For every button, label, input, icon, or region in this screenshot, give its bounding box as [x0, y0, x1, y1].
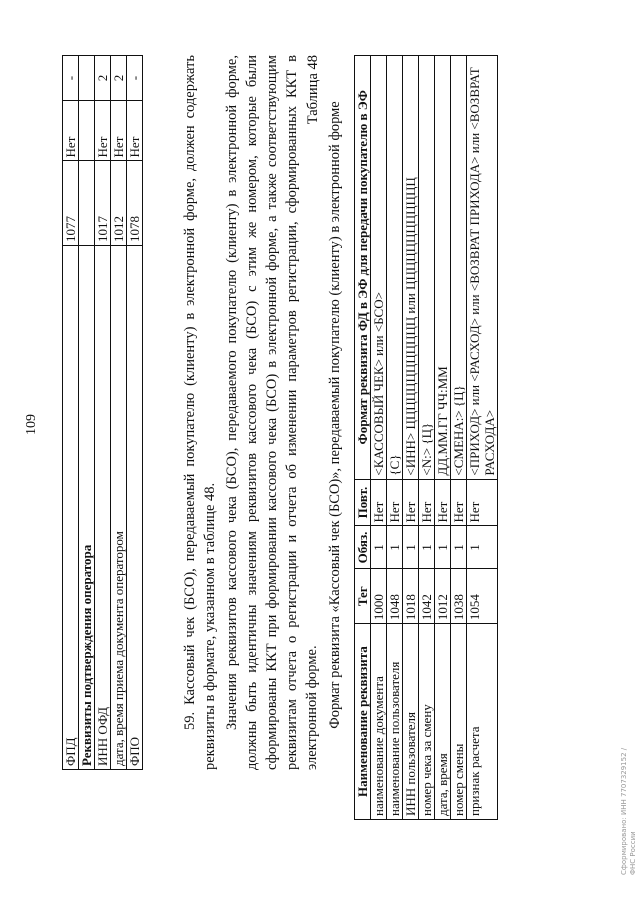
table-row: [451, 56, 467, 820]
receipt-format-table: [354, 55, 498, 820]
table-header-row: [355, 56, 371, 820]
cell-format: ДД.ММ.ГГ ЧЧ:ММ: [435, 56, 451, 480]
cell-name: номер смены: [451, 624, 467, 820]
cell-repeat: [79, 56, 95, 101]
cell-repeat: Нет: [435, 479, 451, 526]
cell-repeat: Нет: [419, 479, 435, 526]
page-number: 109: [24, 414, 39, 435]
cell-tag: 1017: [95, 161, 111, 246]
table-row: [403, 56, 419, 820]
cell-format: <ПРИХОД> или <РАСХОД> или <ВОЗВРАТ ПРИХОДА> или <ВОЗВРАТ РАСХОДА>: [467, 56, 498, 480]
table-row: [371, 56, 387, 820]
header-tag: Тег: [355, 569, 371, 624]
cell-repeat: Нет: [371, 479, 387, 526]
cell-required: Нет: [111, 101, 127, 161]
header-format: Формат реквизита ФД в ЭФ для передачи покупателю в ЭФ: [355, 56, 371, 480]
cell-name: наименование документа: [371, 624, 387, 820]
confirmation-table-body: [63, 56, 143, 770]
header-name: Наименование реквизита: [355, 624, 371, 820]
table-row: [111, 56, 127, 770]
cell-required: 1: [419, 526, 435, 569]
cell-repeat: 2: [95, 56, 111, 101]
cell-name: ФПД: [63, 246, 79, 770]
cell-required: Нет: [63, 101, 79, 161]
cell-tag: 1054: [467, 569, 498, 624]
paragraph-59: 59. Кассовый чек (БСО), передаваемый покупателю (клиенту) в электронной форме, должен содержать реквизиты в формате, указанном в таблице 48.: [182, 55, 218, 770]
cell-required: 1: [451, 526, 467, 569]
cell-name: ИНН пользователя: [403, 624, 419, 820]
cell-tag: 1012: [435, 569, 451, 624]
cell-required: 1: [371, 526, 387, 569]
cell-repeat: 2: [111, 56, 127, 101]
cell-repeat: Нет: [387, 479, 403, 526]
table-row: [127, 56, 143, 770]
cell-name: ИНН ОФД: [95, 246, 111, 770]
cell-tag: [79, 161, 95, 246]
header-repeat: Повт.: [355, 479, 371, 526]
cell-name: признак расчета: [467, 624, 498, 820]
cell-repeat: Нет: [467, 479, 498, 526]
cell-name: дата, время: [435, 624, 451, 820]
cell-repeat: -: [127, 56, 143, 101]
table-row: [467, 56, 498, 820]
cell-format: <КАССОВЫЙ ЧЕК> или <БСО>: [371, 56, 387, 480]
cell-required: 1: [387, 526, 403, 569]
table-row: [63, 56, 79, 770]
table-row: [435, 56, 451, 820]
cell-format: <СМЕНА:> {Ц}: [451, 56, 467, 480]
table-caption: Формат реквизита «Кассовый чек (БСО)», передаваемый покупателю (клиенту) в электронной форме: [327, 101, 343, 729]
paragraph-values: Значения реквизитов кассового чека (БСО), передаваемого покупателю (клиенту) в электронной форме, должны быть идентичны значениям реквизитов кассового чека (БСО) с этим же номером, которые были сформированы ККТ при формировании кассового чека (БСО) в электронной форме, а также соответствующим реквизитам отчета о регистрации и отчета об изменении параметров регистрации, сформированных ККТ в электронной форме.: [224, 55, 320, 770]
table-number: Таблица 48: [305, 55, 321, 125]
receipt-format-table-body: [371, 56, 498, 820]
cell-name: дата, время приема документа оператором: [111, 246, 127, 770]
cell-tag: 1012: [111, 161, 127, 246]
table-row: [79, 56, 95, 770]
cell-repeat: Нет: [451, 479, 467, 526]
cell-required: 1: [435, 526, 451, 569]
cell-repeat: Нет: [403, 479, 419, 526]
cell-required: Нет: [127, 101, 143, 161]
cell-tag: 1000: [371, 569, 387, 624]
cell-name: Реквизиты подтверждения оператора: [79, 246, 95, 770]
cell-name: ФПО: [127, 246, 143, 770]
header-required: Обяз.: [355, 526, 371, 569]
cell-tag: 1077: [63, 161, 79, 246]
cell-tag: 1038: [451, 569, 467, 624]
cell-repeat: -: [63, 56, 79, 101]
cell-format: {С}: [387, 56, 403, 480]
cell-tag: 1042: [419, 569, 435, 624]
cell-required: Нет: [95, 101, 111, 161]
cell-tag: 1078: [127, 161, 143, 246]
table-row: [419, 56, 435, 820]
cell-name: номер чека за смену: [419, 624, 435, 820]
table-row: [95, 56, 111, 770]
cell-required: 1: [403, 526, 419, 569]
cell-tag: 1018: [403, 569, 419, 624]
document-stamp: Сформировано: ИНН 7707329152 / ФНС России: [620, 747, 637, 875]
table-row: [387, 56, 403, 820]
cell-format: <ИНН> ЦЦЦЦЦЦЦЦЦЦЦЦ или ЦЦЦЦЦЦЦЦЦЦЦЦ: [403, 56, 419, 480]
cell-tag: 1048: [387, 569, 403, 624]
cell-format: <N:> {Ц}: [419, 56, 435, 480]
cell-name: наименование пользователя: [387, 624, 403, 820]
confirmation-table: [62, 55, 143, 770]
cell-required: 1: [467, 526, 498, 569]
cell-required: [79, 101, 95, 161]
